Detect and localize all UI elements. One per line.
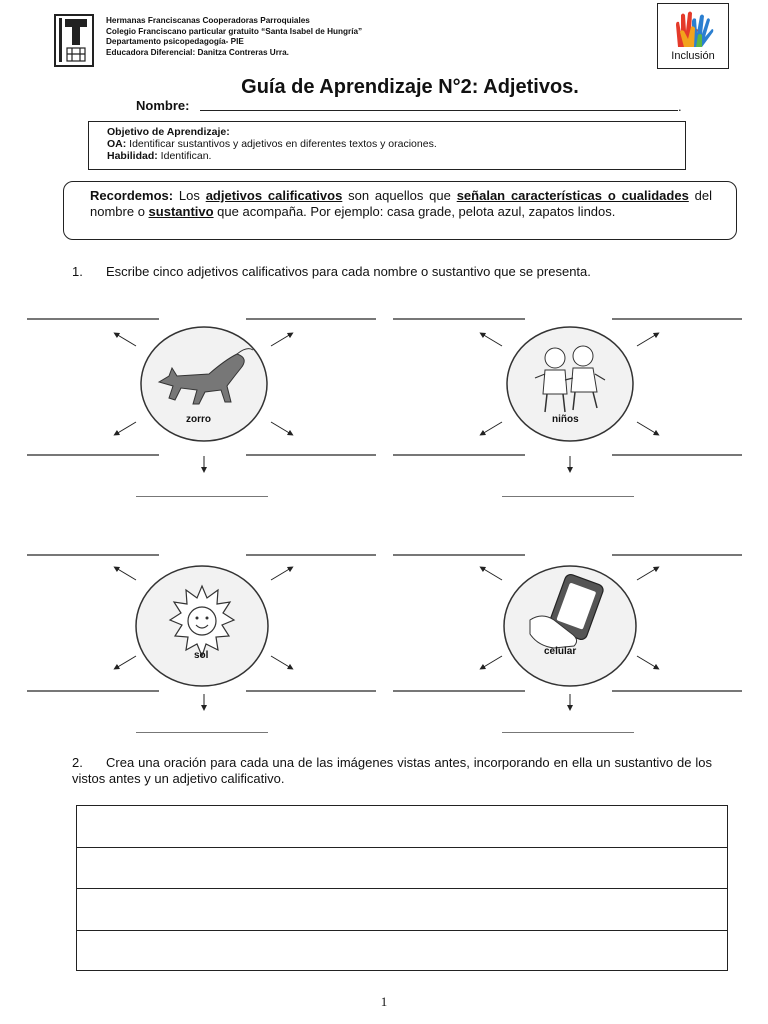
question-number: 2. <box>72 755 83 770</box>
answer-row[interactable] <box>77 848 727 890</box>
name-label: Nombre: <box>136 98 190 113</box>
remember-text: del nombre o <box>90 188 712 219</box>
exercise-sol <box>24 546 380 740</box>
inclusion-logo <box>657 3 729 69</box>
remember-text: son aquellos que <box>342 188 457 203</box>
name-input-line[interactable] <box>200 110 678 111</box>
sun-icon <box>134 564 270 688</box>
exercise-label: celular <box>544 646 577 657</box>
header-line: Departamento psicopedagogía- PIE <box>106 37 244 46</box>
objective-box <box>88 121 686 170</box>
answer-line[interactable] <box>136 496 268 497</box>
remember-label: Recordemos: <box>90 188 174 203</box>
exercise-ninos <box>390 310 746 500</box>
exercise-label: zorro <box>186 414 211 425</box>
page-number: 1 <box>380 994 388 1009</box>
remember-box <box>63 181 737 240</box>
page-title: Guía de Aprendizaje N°2: Adjetivos. <box>241 76 579 98</box>
term-adjetivos: adjetivos calificativos <box>205 188 343 203</box>
question-text: Crea una oración para cada una de las imágenes vistas antes, incorporando en ella un sustantivo de los vistos antes y un adjetivo calificativo. <box>72 755 712 786</box>
oa-text: Identificar sustantivos y adjetivos en diferentes textos y oraciones. <box>126 138 437 150</box>
children-icon <box>505 324 635 444</box>
oa-label: OA: <box>107 138 127 150</box>
school-logo <box>54 14 94 67</box>
question-text: Escribe cinco adjetivos calificativos para cada nombre o sustantivo que se presenta. <box>106 264 591 279</box>
header-line: Hermanas Franciscanas Cooperadoras Parroquiales <box>106 16 310 25</box>
hands-icon <box>658 7 728 52</box>
answer-row[interactable] <box>77 806 727 848</box>
exercise-zorro <box>24 310 380 500</box>
tau-cross-icon <box>56 16 92 65</box>
term-caracteristicas: señalan características o cualidades <box>456 188 689 203</box>
answer-line[interactable] <box>502 732 634 733</box>
header-line: Educadora Diferencial: Danitza Contreras Urra. <box>106 47 289 57</box>
term-sustantivo: sustantivo <box>148 204 214 219</box>
question-1 <box>72 264 591 280</box>
answer-row[interactable] <box>77 931 727 973</box>
name-line-end: . <box>678 99 682 114</box>
answer-row[interactable] <box>77 889 727 931</box>
phone-icon <box>502 564 638 688</box>
objective-heading: Objetivo de Aprendizaje: <box>107 126 230 138</box>
answer-line[interactable] <box>136 732 268 733</box>
exercise-label: niños <box>552 414 579 425</box>
answer-line[interactable] <box>502 496 634 497</box>
skill-label: Habilidad: <box>107 150 158 162</box>
school-header <box>106 16 362 58</box>
fox-icon <box>139 324 269 444</box>
exercise-celular <box>390 546 746 740</box>
skill-text: Identifican. <box>157 150 212 162</box>
question-2 <box>72 755 712 787</box>
sentence-answer-table <box>76 805 728 971</box>
remember-text: que acompaña. Por ejemplo: casa grade, pelota azul, zapatos lindos. <box>213 204 616 219</box>
inclusion-label: Inclusión <box>671 50 715 62</box>
header-line: Colegio Franciscano particular gratuito “Santa Isabel de Hungría” <box>106 26 363 36</box>
remember-text: Los <box>173 188 206 203</box>
question-number: 1. <box>72 264 83 279</box>
exercise-label: sol <box>194 650 209 661</box>
